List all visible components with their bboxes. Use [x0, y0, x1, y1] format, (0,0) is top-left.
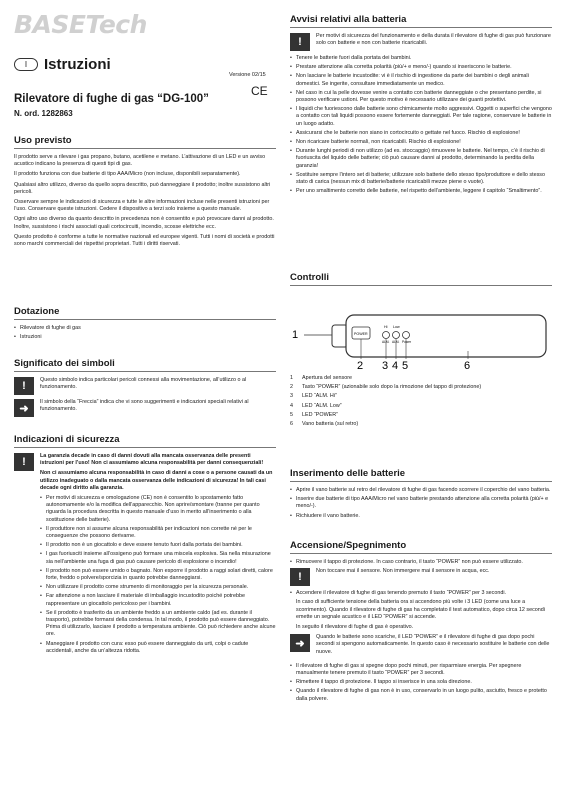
language-heading — [14, 56, 111, 73]
list-item: • Rimettere il tappo di protezione. Il tappo si inserisce in una sola direzione. — [290, 679, 552, 686]
paragraph: In caso di sufficiente tensione della batteria ora si accendono più volte i 3 LED (come una luce a scorrimento). Quando il rilevatore di fughe di gas ha completato il test automatico, dopo circa 12 secondi emette un segnale acustico e il LED “POWER” si accende. — [296, 599, 546, 620]
list-item: • I gas fuoriusciti insieme all’ossigeno può formare una miscela esplosiva. Sia nella misurazione sia nell’ambiente una fuga di gas può causare pericolo di esplosione o incendio! — [40, 551, 276, 565]
arrow-icon: ➜ — [14, 399, 34, 417]
brand-logo: BASETech — [14, 10, 147, 39]
warning-icon: ! — [14, 377, 34, 395]
ce-mark: CE — [251, 84, 268, 98]
warranty-notice: La garanzia decade in caso di danni dovuti alla mancata osservanza delle presenti istruzioni per l’uso! Non ci assumiamo alcuna responsabilità per danni consequenziali! — [40, 453, 264, 467]
control-item: 6 Vano batteria (sul retro) — [290, 421, 359, 428]
section-accensione — [290, 540, 552, 705]
list-item: • Non lasciare le batterie incustodite: vi è il rischio di ingestione da parte dei bambini o degli animali domestici. Se ingerite, consultare immediatamente un medico. — [290, 73, 552, 87]
callout-3: 3 — [382, 360, 389, 371]
section-uso — [14, 135, 276, 251]
warning-icon: ! — [290, 33, 310, 51]
low-label: Low — [393, 325, 400, 329]
power-led-label: Power — [402, 340, 412, 344]
list-item: • Inserire due batterie di tipo AAA/Micro nel vano batterie prestando attenzione alla corretta polarità (più/+ e meno/-). — [290, 496, 552, 510]
section-title: Dotazione — [14, 306, 276, 320]
list-item: • Prestare attenzione alla corretta polarità (più/+ e meno/-) quando si inseriscono le batterie. — [290, 64, 552, 71]
list-item: • Richiudere il vano batterie. — [290, 513, 552, 520]
list-item: • Sostituire sempre l’intero set di batterie; utilizzare solo batterie dello stesso tipo/produttore e dello stesso stato di carica (nessun mix di batterie/batterie ricaricabili mezze piene o vuote). — [290, 172, 552, 186]
list-item: • Rimuovere il tappo di protezione. In caso contrario, il tasto “POWER” non può essere utilizzato. — [290, 559, 552, 566]
section-title: Inserimento delle batterie — [290, 468, 552, 482]
section-controlli — [290, 272, 552, 430]
warning-icon: ! — [14, 453, 34, 471]
list-item: • Per motivi di sicurezza e omologazione (CE) non è consentito lo spostamento fatto autonomamente e/o la modifica dell’apparecchio. Non aprire/smontare (tranne per quanto riguarda la procedura descritta in questo manuale d’uso in merito all’inserimento o alla sostituzione delle batterie). — [40, 495, 276, 524]
tip-text: Quando le batterie sono scariche, il LED “POWER” e il rilevatore di fughe di gas dopo pochi secondi si spengono automaticamente. In questo caso è necessario sostituire le batterie con delle nuove. — [316, 634, 550, 655]
control-item: 3 LED “ALM. Hi” — [290, 393, 337, 400]
list-item: • Il produttore non si assume alcuna responsabilità per indicazioni non corrette né per le conseguenze che possono derivarne. — [40, 526, 276, 540]
section-title: Controlli — [290, 272, 552, 286]
control-item: 2 Tasto “POWER” (azionabile solo dopo la rimozione del tappo di protezione) — [290, 384, 482, 391]
list-item: • Il prodotto non può essere umido o bagnato. Non esporre il prodotto a raggi solari diretti, calore forte, freddo o polvere/sporcizia in quanto potrebbe danneggiarsi. — [40, 568, 276, 582]
list-item: • Se il prodotto è trasferito da un ambiente freddo a un ambiente caldo (ad es. durante il trasporto), potrebbe formarsi della condensa. In tal modo, il prodotto può essere danneggiato. Prima di utilizzarlo, lasciare il prodotto a temperatura ambiente. Ciò può richiedere anche alcune ore. — [40, 610, 276, 639]
list-item: • Durante lunghi periodi di non utilizzo (ad es. stoccaggio) rimuovere le batterie. Nel tempo, c’è il rischio di fuoriuscita del liquido delle batterie; ciò può causare danni al prodotto, determinando la perdita della garanzia! — [290, 148, 552, 170]
list-item: • Per uno smaltimento corretto delle batterie, nel rispetto dell’ambiente, leggere il capitolo “Smaltimento”. — [290, 188, 552, 195]
callout-1: 1 — [292, 329, 299, 341]
section-title: Uso previsto — [14, 135, 276, 149]
control-item: 4 LED “ALM. Low” — [290, 402, 342, 409]
list-item: • Non utilizzare il prodotto come strumento di monitoraggio per la sicurezza personale. — [40, 584, 276, 591]
list-item: • Accendere il rilevatore di fughe di gas tenendo premuto il tasto “POWER” per 3 secondi. — [290, 590, 552, 597]
alm-hi-label: ALM. — [382, 340, 390, 344]
section-batteria — [290, 14, 552, 197]
list-item: • Nel caso in cui la pelle dovesse venire a contatto con batterie danneggiate o che presentano perdite, si possono verificare ustioni. Per questo motivo è necessario utilizzare dei guanti protettivi. — [290, 90, 552, 104]
callout-5: 5 — [402, 360, 409, 371]
section-title: Accensione/Spegnimento — [290, 540, 552, 554]
arrow-icon: ➜ — [290, 634, 310, 652]
symbol-text: Il simbolo della “Freccia” indica che vi sono suggerimenti e indicazioni speciali relativi al funzionamento. — [40, 399, 249, 413]
warning-text: Non toccare mai il sensore. Non immergere mai il sensore in acqua, ecc. — [316, 568, 490, 575]
callout-2: 2 — [357, 360, 364, 371]
alm-low-label: ALM. — [392, 340, 400, 344]
liability-notice: Non ci assumiamo alcuna responsabilità in caso di danni a cose o a persone causati da un utilizzo inadeguato o dalla mancata osservanza delle indicazioni di sicurezza! In tali casi decade ogni diritto alla garanzia. — [40, 470, 273, 491]
warning-text: Per motivi di sicurezza del funzionamento e della durata il rilevatore di fughe di gas può funzionare solo con batterie e non con batterie ricaricabili. — [316, 33, 551, 47]
section-simboli — [14, 358, 276, 421]
section-title: Avvisi relativi alla batteria — [290, 14, 552, 28]
list-item: • Istruzioni — [14, 334, 276, 341]
list-item: • Far attenzione a non lasciare il materiale di imballaggio incustodito poiché potrebbe rappresentare un giocattolo pericoloso per i bambini. — [40, 593, 276, 607]
section-inserimento — [290, 468, 552, 522]
hi-label: Hi — [384, 325, 388, 329]
list-item: • Rilevatore di fughe di gas — [14, 325, 276, 332]
list-item: • Assicurarsi che le batterie non siano in cortocircuito o gettate nel fuoco. Rischio di esplosione! — [290, 130, 552, 137]
paragraph: Osservare sempre le indicazioni di sicurezza e tutte le altre informazioni incluse nelle presenti istruzioni per l’uso. Conservare queste istruzioni. Cedere il dispositivo a terzi solo insieme a questo manuale. — [14, 199, 270, 213]
paragraph: Qualsiasi altro utilizzo, diverso da quello sopra descritto, può danneggiare il prodotto; inoltre sussistono altri pericoli. — [14, 181, 271, 195]
paragraph: Il prodotto funziona con due batterie di tipo AAA/Micro (non incluse, disponibili separatamente). — [14, 171, 241, 178]
list-item: • Aprire il vano batterie sul retro del rilevatore di fughe di gas facendo scorrere il coperchio del vano batteria. — [290, 487, 552, 494]
list-item: • Tenere le batterie fuori dalla portata dei bambini. — [290, 55, 552, 62]
device-diagram — [290, 291, 552, 371]
control-item: 1 Apertura del sensore — [290, 375, 353, 381]
callout-4: 4 — [392, 360, 399, 371]
paragraph: Ogni altro uso diverso da quanto descritto in precedenza non è consentito e può provocare danni al prodotto. Inoltre, sussistono i rischi associati quali cortocircuiti, incendio, scosse elettriche ecc. — [14, 216, 274, 230]
product-title: Rilevatore di fughe di gas “DG-100” — [14, 93, 209, 105]
list-item: • I liquidi che fuoriescono dalle batterie sono chimicamente molto aggressivi. Oggetti o superfici che vengono a contatto con tali liquidi possono essere fortemente danneggiati. Per tale ragione, conservare le batterie in un luogo adatto. — [290, 106, 552, 128]
section-title: Indicazioni di sicurezza — [14, 434, 276, 448]
callout-6: 6 — [464, 360, 471, 371]
paragraph: Questo prodotto è conforme a tutte le normative nazionali ed europee vigenti. Tutti i nomi di società e prodotti sono marchi commerciali dei rispettivi proprietari. Tutti i diritti riservati. — [14, 233, 275, 248]
device-svg — [290, 291, 552, 371]
section-dotazione — [14, 306, 276, 343]
paragraph: Il prodotto serve a rilevare i gas propano, butano, acetilene e metano. L’attivazione di un LED e un avviso acustico indicano la presenza di questi tipi di gas. — [14, 154, 266, 168]
list-item: • Maneggiare il prodotto con cura: esso può essere danneggiato da urti, colpi o cadute accidentali, anche da un’altezza ridotta. — [40, 641, 276, 655]
paragraph: In seguito il rilevatore di fughe di gas è operativo. — [296, 624, 414, 631]
section-sicurezza — [14, 434, 276, 661]
language-badge: I — [14, 58, 38, 71]
page-title: Istruzioni — [44, 56, 111, 73]
list-item: • Il rilevatore di fughe di gas si spegne dopo pochi minuti, per risparmiare energia. Per spegnere manualmente tenere premuto il tasto “POWER” per 3 secondi. — [290, 663, 552, 677]
version-label: Versione 02/15 — [229, 72, 266, 78]
symbol-text: Questo simbolo indica particolari pericoli connessi alla movimentazione, all’utilizzo o al funzionamento. — [40, 377, 247, 391]
list-item: • Il prodotto non è un giocattolo e deve essere tenuto fuori dalla portata dei bambini. — [40, 542, 276, 549]
power-button-label: POWER — [354, 332, 368, 336]
order-number: N. ord. 1282863 — [14, 109, 73, 118]
warning-icon: ! — [290, 568, 310, 586]
control-item: 5 LED “POWER” — [290, 411, 338, 418]
list-item: • Quando il rilevatore di fughe di gas non è in uso, conservarlo in un luogo pulito, asciutto, fresco e protetto dalla polvere. — [290, 688, 552, 702]
list-item: • Non ricaricare batterie normali, non ricaricabili. Rischio di esplosione! — [290, 139, 552, 146]
section-title: Significato dei simboli — [14, 358, 276, 372]
